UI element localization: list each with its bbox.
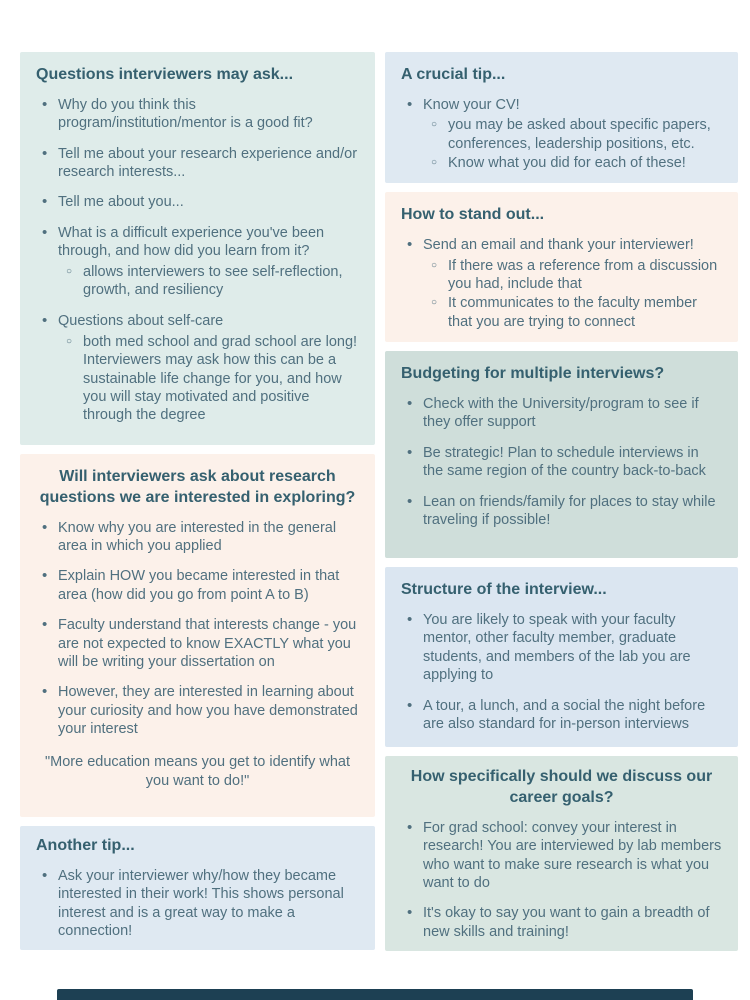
bullet-item	[407, 819, 722, 893]
card-title: Questions interviewers may ask...	[36, 66, 294, 83]
bullet-text: Questions about self-care	[58, 313, 224, 330]
bullet-text: Why do you think this program/institution/mentor is a good fit?	[58, 96, 313, 132]
sub-bullet-list	[58, 263, 359, 300]
bullet-list	[401, 395, 722, 529]
bullet-dot-icon: •	[42, 193, 48, 211]
card-how-to-stand-out	[385, 192, 738, 342]
bullet-item	[42, 145, 359, 182]
bullet-dot-icon: •	[407, 236, 413, 254]
bullet-item	[407, 493, 722, 530]
bullet-item	[42, 96, 359, 133]
bullet-dot-icon: •	[42, 144, 48, 162]
bullet-dot-icon: •	[407, 95, 413, 113]
card-title: How specifically should we discuss our career goals?	[410, 768, 713, 807]
bullet-list	[401, 96, 722, 174]
bullet-dot-icon: •	[407, 611, 413, 629]
bullet-text: Tell me about your research experience and/or research interests...	[58, 145, 358, 181]
bullet-list	[401, 236, 722, 332]
bullet-item	[42, 224, 359, 301]
sub-bullet-item	[431, 294, 722, 331]
bullet-item	[42, 567, 359, 604]
right-column	[385, 52, 738, 960]
bullet-item	[407, 236, 722, 332]
sub-bullet-circle-icon: ○	[431, 297, 438, 309]
sub-bullet-text: allows interviewers to see self-reflection, growth, and resiliency	[83, 263, 343, 299]
sub-bullet-list	[423, 257, 722, 332]
card-title: Structure of the interview...	[401, 581, 607, 599]
sub-bullet-list	[58, 333, 359, 425]
card-title: Will interviewers ask about research questions we are interested in exploring?	[39, 468, 356, 506]
bullet-item	[42, 519, 359, 556]
bullet-dot-icon: •	[42, 567, 48, 585]
bullet-text: You are likely to speak with your faculty mentor, other faculty member, graduate students, and members of the lab you are applying to	[423, 612, 691, 684]
bullet-item	[407, 611, 722, 685]
card-crucial-tip	[385, 52, 738, 183]
bullet-item	[407, 697, 722, 734]
sub-bullet-list	[423, 116, 722, 172]
bullet-text: Send an email and thank your interviewer!	[423, 237, 694, 254]
bullet-dot-icon: •	[42, 866, 48, 884]
quote-text: "More education means you get to identify what you want to do!"	[45, 753, 350, 789]
bullet-text: Tell me about you...	[58, 194, 184, 211]
sub-bullet-text: both med school and grad school are long! Interviewers may ask how this can be a sustainable life change for you, and how you will stay motivated and positive through the degree	[83, 333, 358, 424]
bullet-list	[36, 96, 359, 426]
sub-bullet-item	[66, 333, 359, 425]
bullet-text: It's okay to say you want to gain a breadth of new skills and training!	[423, 905, 710, 940]
sub-bullet-circle-icon: ○	[66, 335, 73, 347]
card-structure-of-interview	[385, 567, 738, 747]
sub-bullet-text: It communicates to the faculty member that you are trying to connect	[448, 295, 698, 330]
bullet-dot-icon: •	[407, 904, 413, 922]
sub-bullet-circle-icon: ○	[66, 265, 73, 277]
bullet-item	[42, 867, 359, 941]
card-title: Budgeting for multiple interviews?	[401, 365, 665, 383]
bullet-text: Ask your interviewer why/how they became interested in their work! This shows personal interest and is a great way to make a connection!	[58, 867, 344, 940]
left-column	[20, 52, 375, 959]
bullet-item	[42, 616, 359, 671]
bullet-text: A tour, a lunch, and a social the night before are also standard for in-person interviews	[423, 697, 706, 733]
bullet-text: Be strategic! Plan to schedule interviews in the same region of the country back-to-back	[423, 444, 706, 480]
bullet-item	[407, 444, 722, 481]
bullet-text: Explain HOW you became interested in that area (how did you go from point A to B)	[58, 568, 340, 603]
bullet-item	[42, 683, 359, 738]
bullet-text: For grad school: convey your interest in research! You are interviewed by lab members who want to make sure research is what you want to do	[423, 819, 722, 892]
card-title: A crucial tip...	[401, 66, 506, 83]
card-career-goals	[385, 756, 738, 951]
sub-bullet-item	[431, 154, 722, 172]
card-budgeting	[385, 351, 738, 558]
sub-bullet-text: Know what you did for each of these!	[448, 155, 686, 172]
bullet-text: Faculty understand that interests change - you are not expected to know EXACTLY what you will be writing your dissertation on	[58, 617, 357, 671]
footer-bar	[57, 989, 693, 1000]
card-questions-interviewers-ask	[20, 52, 375, 445]
bullet-item	[42, 193, 359, 211]
card-research-questions	[20, 454, 375, 817]
bullet-item	[407, 904, 722, 941]
bullet-dot-icon: •	[407, 492, 413, 510]
bullet-dot-icon: •	[42, 312, 48, 330]
bullet-dot-icon: •	[42, 518, 48, 536]
bullet-dot-icon: •	[407, 395, 413, 413]
sub-bullet-item	[66, 263, 359, 300]
bullet-list	[36, 867, 359, 941]
card-title: How to stand out...	[401, 206, 545, 224]
sub-bullet-text: you may be asked about specific papers, conferences, leadership positions, etc.	[448, 117, 711, 152]
bullet-dot-icon: •	[42, 223, 48, 241]
bullet-dot-icon: •	[42, 616, 48, 634]
bullet-list	[36, 519, 359, 739]
bullet-dot-icon: •	[407, 696, 413, 714]
bullet-dot-icon: •	[42, 683, 48, 701]
bullet-text: Know your CV!	[423, 96, 520, 113]
bullet-text: However, they are interested in learning about your curiosity and how you have demonstrated your interest	[58, 684, 358, 738]
bullet-list	[401, 819, 722, 941]
bullet-text: Know why you are interested in the general area in which you applied	[58, 519, 337, 554]
bullet-text: Check with the University/program to see if they offer support	[423, 396, 699, 431]
sub-bullet-circle-icon: ○	[431, 259, 438, 271]
bullet-item	[407, 96, 722, 174]
sub-bullet-circle-icon: ○	[431, 157, 438, 169]
sub-bullet-circle-icon: ○	[431, 119, 438, 131]
bullet-dot-icon: •	[407, 818, 413, 836]
bullet-text: Lean on friends/family for places to stay while traveling if possible!	[423, 493, 716, 529]
bullet-item	[42, 312, 359, 425]
sub-bullet-item	[431, 116, 722, 153]
bullet-list	[401, 611, 722, 733]
sub-bullet-item	[431, 257, 722, 294]
bullet-dot-icon: •	[407, 443, 413, 461]
bullet-text: What is a difficult experience you've been through, and how did you learn from it?	[58, 224, 325, 260]
card-another-tip	[20, 826, 375, 950]
card-title: Another tip...	[36, 837, 135, 854]
bullet-item	[407, 395, 722, 432]
bullet-dot-icon: •	[42, 95, 48, 113]
sub-bullet-text: If there was a reference from a discussion you had, include that	[448, 257, 718, 293]
